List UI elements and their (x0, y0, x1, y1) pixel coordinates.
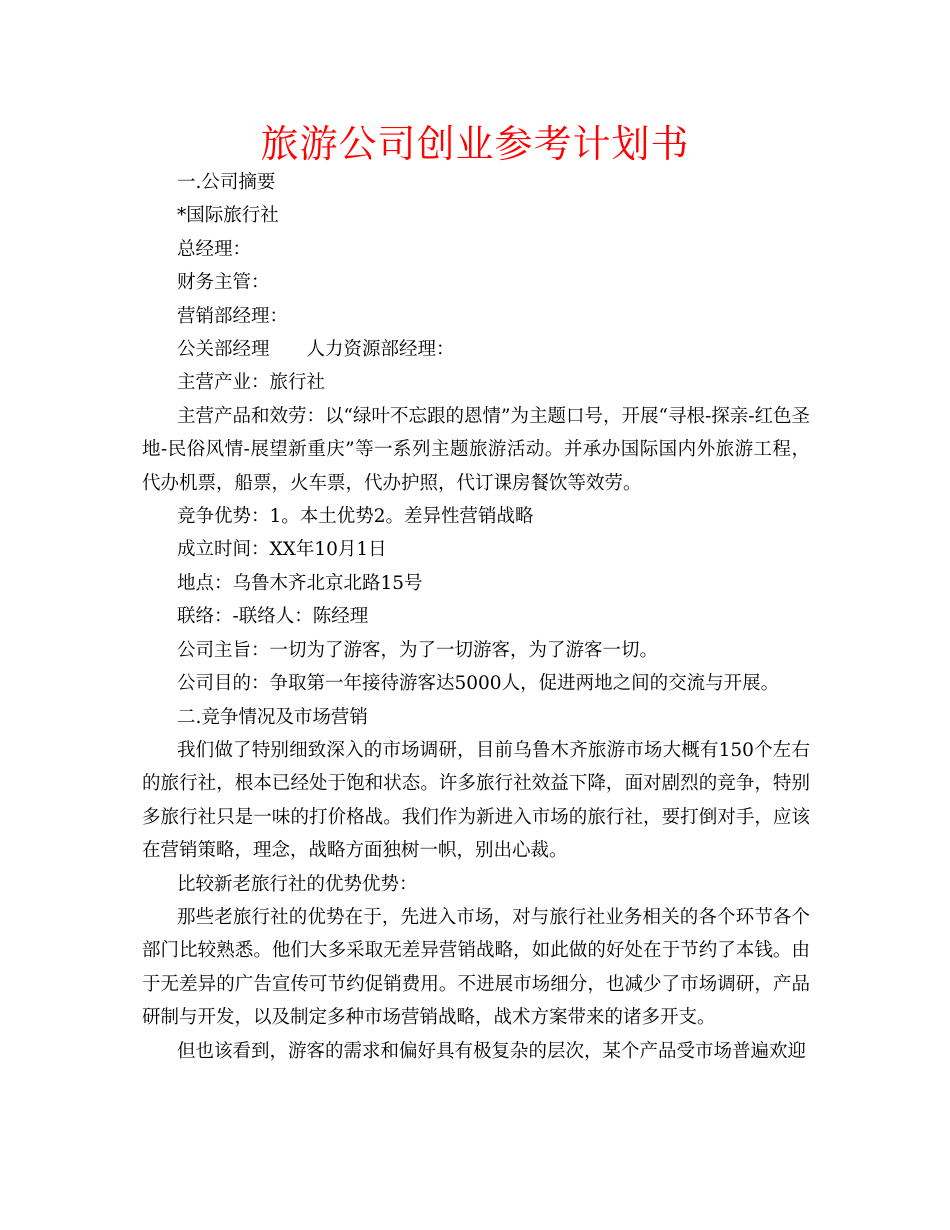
contact-line: 联络：-联络人：陈经理 (177, 606, 369, 628)
pr-hr-manager-line: 公关部经理 人力资源部经理： (177, 339, 455, 361)
market-research-paragraph: 我们做了特别细致深入的市场调研，目前乌鲁木齐旅游市场大概有150个左右的旅行社，根本已经处于饱和状态。许多旅行社效益下降，面对剧烈的竞争，特别多旅行社只是一味的打价格战。我们作为新进入市场的旅行社，要打倒对手，应该在营销策略，理念，战略方面独树一帜，别出心裁。 (142, 739, 810, 862)
company-name: *国际旅行社 (177, 205, 279, 227)
products-services-paragraph: 主营产品和效劳：以“绿叶不忘跟的恩情”为主题口号，开展“寻根-探亲-红色圣地-民俗风情-展望新重庆”等一系列主题旅游活动。并承办国际国内外旅游工程，代办机票，船票，火车票，代办护照，代订课房餐饮等效劳。 (142, 405, 810, 494)
comparison-heading: 比较新老旅行社的优势优势： (177, 873, 418, 895)
old-agencies-paragraph: 那些老旅行社的优势在于，先进入市场，对与旅行社业务相关的各个环节各个部门比较熟悉。他们大多采取无差异营销战略，如此做的好处在于节约了本钱。由于无差异的广告宣传可节约促销费用。不进展市场细分，也减少了市场调研，产品研制与开发，以及制定多种市场营销战略，战术方案带来的诸多开支。 (142, 906, 810, 1029)
general-manager-line: 总经理： (177, 238, 252, 260)
customer-needs-paragraph: 但也该看到，游客的需求和偏好具有极复杂的层次，某个产品受市场普遍欢迎 (177, 1040, 807, 1062)
company-goal-line: 公司目的：争取第一年接待游客达5000人，促进两地之间的交流与开展。 (177, 673, 780, 695)
competitive-advantage-line: 竞争优势：1。本土优势2。差异性营销战略 (177, 506, 534, 528)
document-title: 旅游公司创业参考计划书 (260, 122, 690, 166)
section-heading: 二.竞争情况及市场营销 (177, 706, 368, 728)
section-heading: 一.公司摘要 (177, 172, 276, 193)
founding-date-line: 成立时间：XX年10月1日 (177, 539, 387, 561)
document-body (142, 166, 810, 1068)
main-industry-line: 主营产业：旅行社 (177, 372, 326, 394)
address-line: 地点：乌鲁木齐北京北路15号 (177, 572, 423, 594)
company-tenet-line: 公司主旨：一切为了游客，为了一切游客，为了游客一切。 (177, 639, 659, 661)
finance-manager-line: 财务主管： (177, 272, 270, 294)
marketing-manager-line: 营销部经理： (177, 305, 289, 327)
